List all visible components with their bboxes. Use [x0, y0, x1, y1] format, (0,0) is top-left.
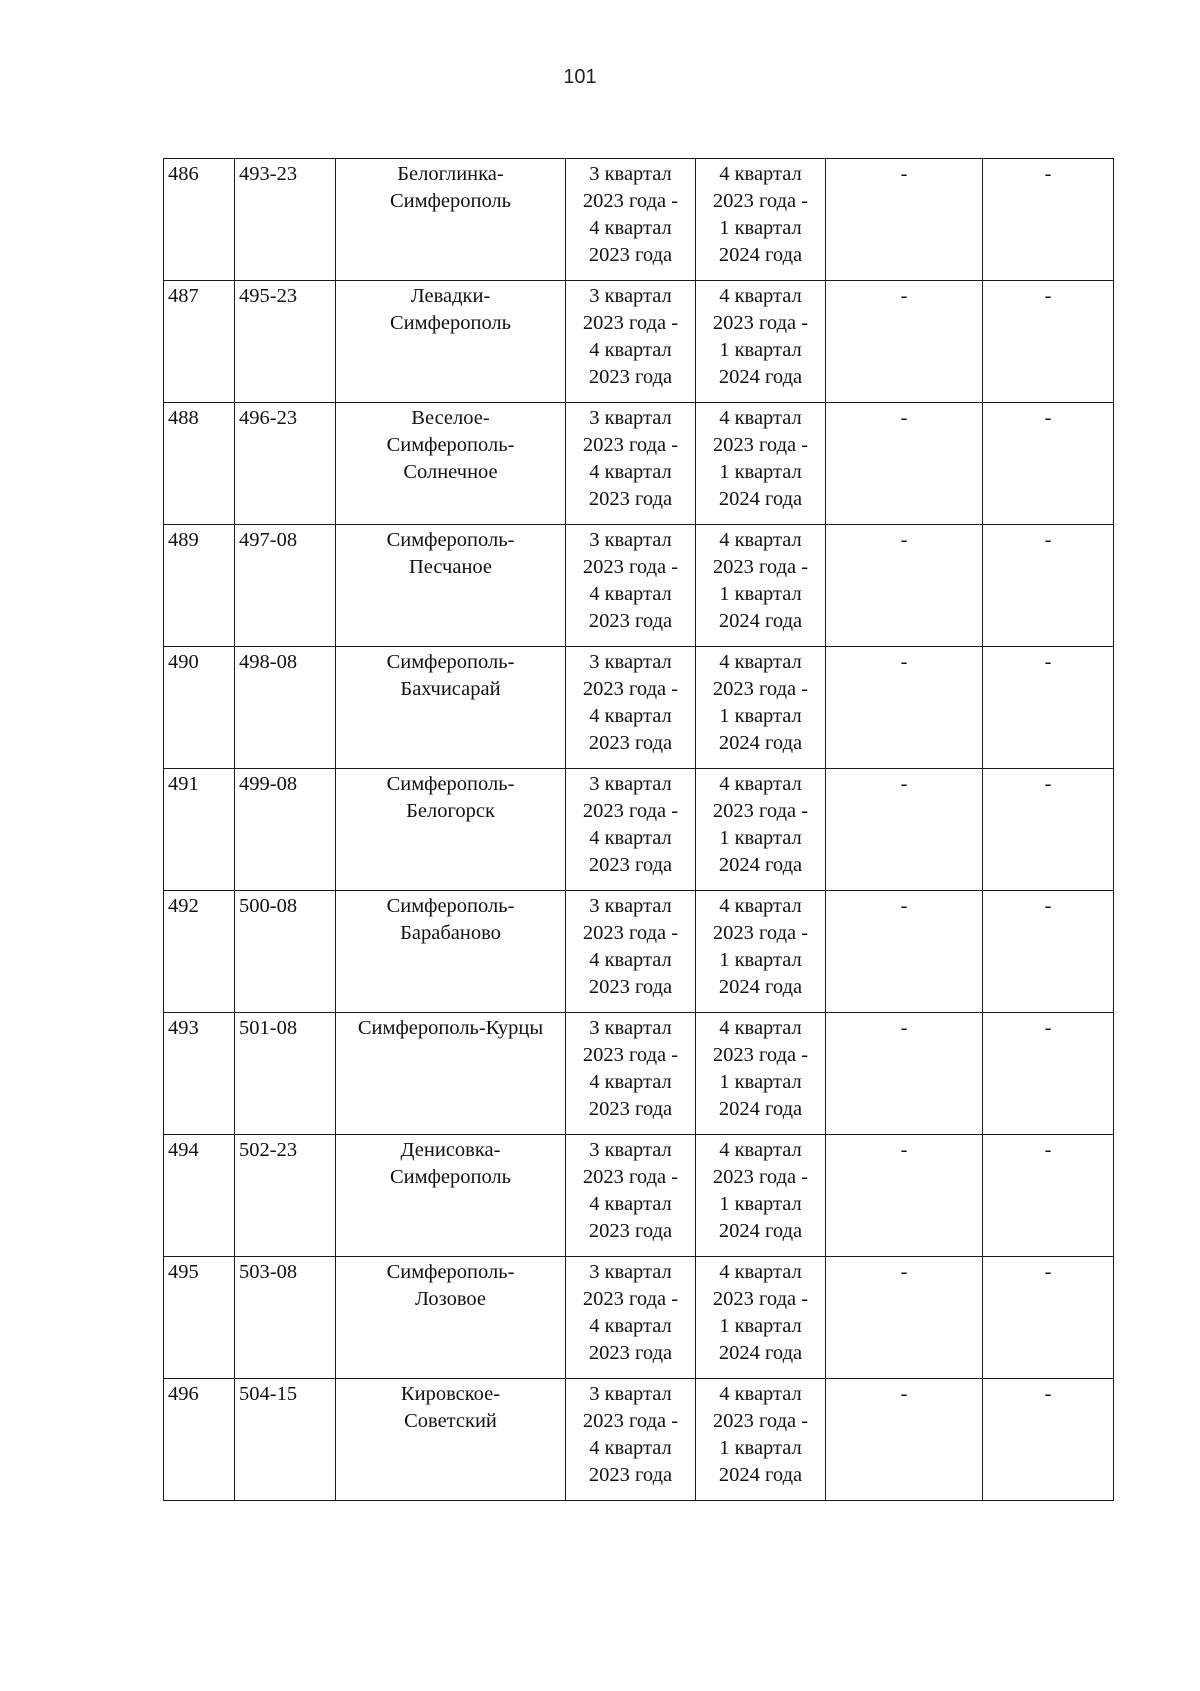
- route-code-cell: 495-23: [235, 281, 336, 403]
- dash-cell-b: -: [983, 1257, 1114, 1379]
- start-period-cell-line: 4 квартал: [589, 1193, 672, 1215]
- route-name-cell-line: Денисовка-: [400, 1139, 501, 1161]
- end-period-cell-line: 2023 года -: [712, 312, 809, 334]
- end-period-cell-line: 2023 года -: [712, 190, 809, 212]
- start-period-cell-line: 2023 года -: [582, 1044, 679, 1066]
- start-period-cell-line: 2023 года: [588, 366, 673, 388]
- route-name-cell-line: Бахчисарай: [400, 678, 501, 700]
- dash-cell-b: -: [983, 1135, 1114, 1257]
- route-name-cell-line: Солнечное: [403, 461, 498, 483]
- route-name-cell-line: Кировское-: [400, 1383, 501, 1405]
- end-period-cell-line: 2023 года -: [712, 678, 809, 700]
- start-period-cell-line: 3 квартал: [589, 651, 672, 673]
- row-number-cell: 493: [164, 1013, 235, 1135]
- start-period-cell: [566, 1013, 696, 1135]
- end-period-cell-line: 1 квартал: [719, 1437, 802, 1459]
- end-period-cell-line: 4 квартал: [719, 1017, 802, 1039]
- route-name-cell-line: Симферополь: [389, 190, 512, 212]
- end-period-cell-line: 2024 года: [718, 1220, 803, 1242]
- row-number-cell: 492: [164, 891, 235, 1013]
- start-period-cell-line: 2023 года: [588, 1098, 673, 1120]
- row-number-cell: 496: [164, 1379, 235, 1501]
- end-period-cell: [696, 1257, 826, 1379]
- dash-cell-a: -: [826, 525, 983, 647]
- start-period-cell-line: 4 квартал: [589, 461, 672, 483]
- start-period-cell-line: 2023 года -: [582, 190, 679, 212]
- dash-cell-a: -: [826, 1135, 983, 1257]
- start-period-cell-line: 2023 года -: [582, 1288, 679, 1310]
- end-period-cell-line: 2024 года: [718, 732, 803, 754]
- row-number-cell: 488: [164, 403, 235, 525]
- dash-cell-a: -: [826, 281, 983, 403]
- start-period-cell-line: 2023 года: [588, 1464, 673, 1486]
- end-period-cell-line: 2023 года -: [712, 1288, 809, 1310]
- route-name-cell: [336, 647, 566, 769]
- dash-cell-a: -: [826, 403, 983, 525]
- start-period-cell-line: 4 квартал: [589, 1315, 672, 1337]
- start-period-cell-line: 3 квартал: [589, 1383, 672, 1405]
- end-period-cell-line: 2023 года -: [712, 1166, 809, 1188]
- route-name-cell-line: Белогорск: [406, 800, 495, 822]
- route-name-cell-line: Симферополь-: [386, 773, 515, 795]
- start-period-cell-line: 4 квартал: [589, 705, 672, 727]
- route-name-cell: [336, 403, 566, 525]
- route-name-cell-line: Белоглинка-: [397, 163, 504, 185]
- end-period-cell-line: 4 квартал: [719, 285, 802, 307]
- start-period-cell: [566, 1379, 696, 1501]
- table-row: [164, 769, 1114, 891]
- start-period-cell-line: 3 квартал: [589, 529, 672, 551]
- route-name-cell: [336, 281, 566, 403]
- table-row: [164, 1135, 1114, 1257]
- dash-cell-a: -: [826, 1013, 983, 1135]
- route-code-cell: 501-08: [235, 1013, 336, 1135]
- table-row: [164, 525, 1114, 647]
- start-period-cell-line: 2023 года: [588, 1342, 673, 1364]
- route-name-cell-line: Симферополь: [389, 312, 512, 334]
- end-period-cell: [696, 1135, 826, 1257]
- route-code-cell: 493-23: [235, 159, 336, 281]
- dash-cell-b: -: [983, 403, 1114, 525]
- end-period-cell-line: 1 квартал: [719, 339, 802, 361]
- end-period-cell-line: 2024 года: [718, 854, 803, 876]
- start-period-cell-line: 4 квартал: [589, 1437, 672, 1459]
- start-period-cell-line: 2023 года -: [582, 678, 679, 700]
- start-period-cell-line: 3 квартал: [589, 895, 672, 917]
- end-period-cell-line: 2024 года: [718, 244, 803, 266]
- start-period-cell-line: 2023 года -: [582, 556, 679, 578]
- start-period-cell: [566, 1135, 696, 1257]
- dash-cell-b: -: [983, 891, 1114, 1013]
- dash-cell-a: -: [826, 159, 983, 281]
- start-period-cell-line: 4 квартал: [589, 949, 672, 971]
- route-code-cell: 503-08: [235, 1257, 336, 1379]
- end-period-cell-line: 2024 года: [718, 366, 803, 388]
- end-period-cell-line: 4 квартал: [719, 895, 802, 917]
- start-period-cell-line: 2023 года -: [582, 1166, 679, 1188]
- dash-cell-a: -: [826, 1257, 983, 1379]
- end-period-cell: [696, 1379, 826, 1501]
- end-period-cell-line: 1 квартал: [719, 1193, 802, 1215]
- row-number-cell: 491: [164, 769, 235, 891]
- route-name-cell-line: Симферополь-: [386, 895, 515, 917]
- end-period-cell-line: 2024 года: [718, 610, 803, 632]
- start-period-cell-line: 2023 года -: [582, 312, 679, 334]
- end-period-cell-line: 1 квартал: [719, 583, 802, 605]
- end-period-cell-line: 4 квартал: [719, 529, 802, 551]
- start-period-cell-line: 4 квартал: [589, 217, 672, 239]
- start-period-cell-line: 2023 года: [588, 610, 673, 632]
- end-period-cell-line: 2023 года -: [712, 1410, 809, 1432]
- row-number-cell: 495: [164, 1257, 235, 1379]
- route-code-cell: 504-15: [235, 1379, 336, 1501]
- route-name-cell-line: Симферополь-: [386, 434, 515, 456]
- route-name-cell-line: Песчаное: [408, 556, 493, 578]
- route-code-cell: 502-23: [235, 1135, 336, 1257]
- end-period-cell-line: 2024 года: [718, 488, 803, 510]
- start-period-cell-line: 2023 года -: [582, 1410, 679, 1432]
- dash-cell-a: -: [826, 891, 983, 1013]
- table-row: [164, 159, 1114, 281]
- dash-cell-b: -: [983, 769, 1114, 891]
- end-period-cell: [696, 525, 826, 647]
- start-period-cell: [566, 281, 696, 403]
- start-period-cell-line: 2023 года: [588, 854, 673, 876]
- dash-cell-b: -: [983, 281, 1114, 403]
- route-code-cell: 496-23: [235, 403, 336, 525]
- route-name-cell-line: Симферополь-: [386, 1261, 515, 1283]
- route-name-cell-line: Симферополь-: [386, 651, 515, 673]
- start-period-cell: [566, 769, 696, 891]
- end-period-cell-line: 1 квартал: [719, 827, 802, 849]
- dash-cell-a: -: [826, 769, 983, 891]
- start-period-cell-line: 4 квартал: [589, 339, 672, 361]
- route-name-cell-line: Симферополь: [389, 1166, 512, 1188]
- route-name-cell-line: Левадки-: [410, 285, 491, 307]
- start-period-cell-line: 2023 года: [588, 976, 673, 998]
- end-period-cell-line: 2023 года -: [712, 434, 809, 456]
- start-period-cell-line: 4 квартал: [589, 1071, 672, 1093]
- route-name-cell: [336, 525, 566, 647]
- end-period-cell-line: 4 квартал: [719, 773, 802, 795]
- end-period-cell-line: 1 квартал: [719, 705, 802, 727]
- start-period-cell-line: 3 квартал: [589, 1139, 672, 1161]
- route-name-cell-line: Советский: [404, 1410, 497, 1432]
- end-period-cell-line: 4 квартал: [719, 1261, 802, 1283]
- route-name-cell: [336, 1135, 566, 1257]
- route-name-cell-line: Симферополь-Курцы: [357, 1017, 544, 1039]
- route-name-cell-line: Лозовое: [414, 1288, 486, 1310]
- start-period-cell: [566, 1257, 696, 1379]
- end-period-cell-line: 1 квартал: [719, 217, 802, 239]
- start-period-cell-line: 2023 года -: [582, 922, 679, 944]
- end-period-cell-line: 2023 года -: [712, 1044, 809, 1066]
- end-period-cell: [696, 769, 826, 891]
- end-period-cell-line: 4 квартал: [719, 407, 802, 429]
- start-period-cell: [566, 403, 696, 525]
- table-row: [164, 891, 1114, 1013]
- start-period-cell: [566, 159, 696, 281]
- start-period-cell-line: 3 квартал: [589, 285, 672, 307]
- end-period-cell: [696, 281, 826, 403]
- end-period-cell: [696, 647, 826, 769]
- end-period-cell-line: 2023 года -: [712, 556, 809, 578]
- end-period-cell: [696, 403, 826, 525]
- start-period-cell-line: 2023 года: [588, 244, 673, 266]
- row-number-cell: 487: [164, 281, 235, 403]
- start-period-cell: [566, 647, 696, 769]
- dash-cell-b: -: [983, 1013, 1114, 1135]
- route-name-cell: [336, 891, 566, 1013]
- end-period-cell-line: 2023 года -: [712, 800, 809, 822]
- end-period-cell-line: 4 квартал: [719, 651, 802, 673]
- end-period-cell-line: 2024 года: [718, 1464, 803, 1486]
- table-row: [164, 1379, 1114, 1501]
- start-period-cell: [566, 891, 696, 1013]
- start-period-cell-line: 2023 года -: [582, 800, 679, 822]
- end-period-cell-line: 2024 года: [718, 976, 803, 998]
- start-period-cell-line: 3 квартал: [589, 1261, 672, 1283]
- end-period-cell: [696, 159, 826, 281]
- end-period-cell-line: 2024 года: [718, 1342, 803, 1364]
- routes-table: [163, 158, 1114, 1501]
- end-period-cell-line: 1 квартал: [719, 461, 802, 483]
- end-period-cell-line: 1 квартал: [719, 1071, 802, 1093]
- end-period-cell-line: 1 квартал: [719, 949, 802, 971]
- page-number: 101: [563, 66, 597, 88]
- end-period-cell-line: 4 квартал: [719, 1383, 802, 1405]
- row-number-cell: 486: [164, 159, 235, 281]
- route-code-cell: 499-08: [235, 769, 336, 891]
- dash-cell-b: -: [983, 159, 1114, 281]
- table-row: [164, 281, 1114, 403]
- route-name-cell: [336, 159, 566, 281]
- start-period-cell-line: 4 квартал: [589, 827, 672, 849]
- route-name-cell-line: Симферополь-: [386, 529, 515, 551]
- row-number-cell: 490: [164, 647, 235, 769]
- end-period-cell: [696, 1013, 826, 1135]
- route-name-cell: [336, 769, 566, 891]
- route-name-cell-line: Веселое-: [411, 407, 490, 429]
- dash-cell-b: -: [983, 647, 1114, 769]
- dash-cell-b: -: [983, 1379, 1114, 1501]
- route-code-cell: 498-08: [235, 647, 336, 769]
- start-period-cell-line: 2023 года -: [582, 434, 679, 456]
- route-name-cell: [336, 1379, 566, 1501]
- start-period-cell-line: 2023 года: [588, 1220, 673, 1242]
- row-number-cell: 489: [164, 525, 235, 647]
- start-period-cell: [566, 525, 696, 647]
- start-period-cell-line: 3 квартал: [589, 773, 672, 795]
- route-name-cell: [336, 1013, 566, 1135]
- route-name-cell-line: Барабаново: [400, 922, 501, 944]
- dash-cell-a: -: [826, 647, 983, 769]
- end-period-cell-line: 2023 года -: [712, 922, 809, 944]
- start-period-cell-line: 2023 года: [588, 488, 673, 510]
- start-period-cell-line: 3 квартал: [589, 163, 672, 185]
- route-code-cell: 497-08: [235, 525, 336, 647]
- start-period-cell-line: 4 квартал: [589, 583, 672, 605]
- start-period-cell-line: 3 квартал: [589, 407, 672, 429]
- table-row: [164, 647, 1114, 769]
- route-name-cell: [336, 1257, 566, 1379]
- end-period-cell-line: 2024 года: [718, 1098, 803, 1120]
- table-row: [164, 403, 1114, 525]
- table-row: [164, 1257, 1114, 1379]
- route-code-cell: 500-08: [235, 891, 336, 1013]
- end-period-cell-line: 4 квартал: [719, 163, 802, 185]
- dash-cell-b: -: [983, 525, 1114, 647]
- end-period-cell: [696, 891, 826, 1013]
- table-row: [164, 1013, 1114, 1135]
- dash-cell-a: -: [826, 1379, 983, 1501]
- end-period-cell-line: 4 квартал: [719, 1139, 802, 1161]
- start-period-cell-line: 2023 года: [588, 732, 673, 754]
- end-period-cell-line: 1 квартал: [719, 1315, 802, 1337]
- start-period-cell-line: 3 квартал: [589, 1017, 672, 1039]
- row-number-cell: 494: [164, 1135, 235, 1257]
